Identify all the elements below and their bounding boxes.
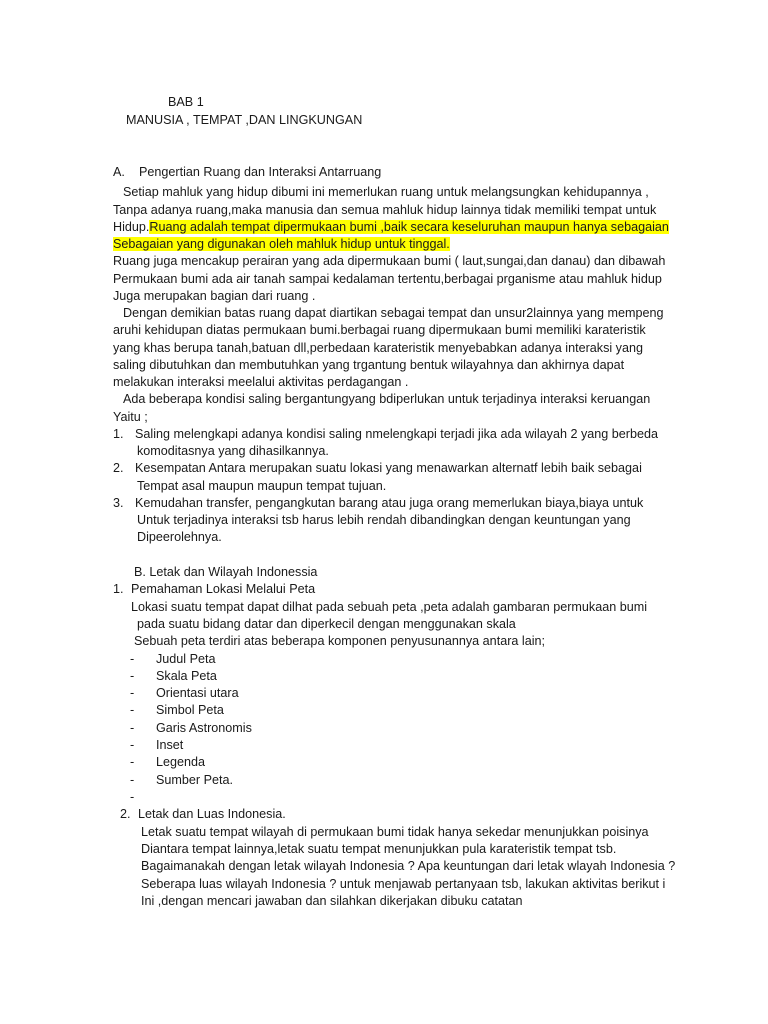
paragraph-line: Yaitu ;	[113, 410, 148, 424]
list-item-continuation: komoditasnya yang dihasilkannya.	[137, 444, 329, 458]
map-component-text: Inset	[156, 738, 184, 752]
map-component-item	[130, 789, 156, 806]
map-component-text: Orientasi utara	[156, 686, 239, 700]
bullet-dash: -	[130, 652, 135, 666]
paragraph-line: Diantara tempat lainnya,letak suatu tempat menunjukkan pula karateristik tempat tsb.	[141, 842, 617, 856]
bullet-dash: -	[130, 773, 135, 787]
paragraph-line	[113, 219, 669, 236]
bullet-dash: -	[130, 738, 135, 752]
paragraph-line: Permukaan bumi ada air tanah sampai kedalaman tertentu,berbagai prganisme atau mahluk hidup	[113, 272, 662, 286]
paragraph-line: saling dibutuhkan dan membutuhkan yang trgantung bentuk wilayahnya dan akhirnya dapat	[113, 358, 625, 372]
paragraph-line: Tanpa adanya ruang,maka manusia dan semua mahluk hidup lainnya tidak memiliki tempat untuk	[113, 203, 657, 217]
list-text: Kemudahan transfer, pengangkutan barang atau juga orang memerlukan biaya,biaya untuk	[135, 496, 644, 510]
map-component-text: Simbol Peta	[156, 703, 224, 717]
list-number: 1.	[113, 427, 124, 441]
bullet-dash: -	[130, 790, 135, 804]
bullet-dash: -	[130, 703, 135, 717]
paragraph-line: Letak suatu tempat wilayah di permukaan bumi tidak hanya sekedar menunjukkan poisinya	[141, 825, 649, 839]
section-a-marker: A.	[113, 165, 125, 179]
paragraph-line: Lokasi suatu tempat dapat dilhat pada sebuah peta ,peta adalah gambaran permukaan bumi	[131, 600, 648, 614]
document-title: MANUSIA , TEMPAT ,DAN LINGKUNGAN	[126, 113, 363, 127]
list-item-continuation: Dipeerolehnya.	[137, 530, 222, 544]
list-number: 3.	[113, 496, 124, 510]
map-component-item	[130, 772, 233, 789]
text-run: Hidup.	[113, 220, 150, 234]
paragraph-line: aruhi kehidupan diatas permukaan bumi.berbagai ruang dipermukaan bumi memiliki karateristik	[113, 323, 646, 337]
map-component-text: Garis Astronomis	[156, 721, 252, 735]
subsection-heading	[113, 581, 315, 598]
bullet-dash: -	[130, 686, 135, 700]
section-b-heading: B. Letak dan Wilayah Indonessia	[134, 565, 318, 579]
paragraph-line: Ini ,dengan mencari jawaban dan silahkan dikerjakan dibuku catatan	[141, 894, 523, 908]
paragraph-line: yang khas berupa tanah,batuan dll,perbedaan karateristik menyebabkan adanya interaksi yang	[113, 341, 643, 355]
chapter-label: BAB 1	[168, 95, 204, 109]
map-component-text: Legenda	[156, 755, 206, 769]
map-component-item	[130, 720, 252, 737]
subsection-title: Letak dan Luas Indonesia.	[138, 807, 286, 821]
paragraph-line: Sebuah peta terdiri atas beberapa komponen penyusunannya antara lain;	[134, 634, 545, 648]
list-text: Kesempatan Antara merupakan suatu lokasi yang menawarkan alternatf lebih baik sebagai	[135, 461, 642, 475]
paragraph-line: Setiap mahluk yang hidup dibumi ini memerlukan ruang untuk melangsungkan kehidupannya ,	[123, 185, 649, 199]
highlighted-text: Sebagaian yang digunakan oleh mahluk hidup untuk tinggal.	[113, 237, 450, 251]
section-a-title: Pengertian Ruang dan Interaksi Antarruang	[139, 165, 382, 179]
subsection-number: 2.	[120, 807, 131, 821]
paragraph-line	[113, 236, 450, 253]
list-item-continuation: Tempat asal maupun maupun tempat tujuan.	[137, 479, 387, 493]
subsection-number: 1.	[113, 582, 124, 596]
map-component-text: Judul Peta	[156, 652, 216, 666]
map-component-item	[130, 754, 205, 771]
bullet-dash: -	[130, 669, 135, 683]
paragraph-line: Ruang juga mencakup perairan yang ada dipermukaan bumi ( laut,sungai,dan danau) dan dibawah	[113, 254, 666, 268]
paragraph-line: pada suatu bidang datar dan diperkecil dengan menggunakan skala	[137, 617, 516, 631]
paragraph-line: melakukan interaksi meelalui aktivitas perdagangan .	[113, 375, 409, 389]
list-number: 2.	[113, 461, 124, 475]
subsection-heading	[120, 806, 286, 823]
map-component-item	[130, 702, 224, 719]
map-component-item	[130, 737, 183, 754]
section-a-heading	[113, 164, 381, 181]
map-component-text: Sumber Peta.	[156, 773, 234, 787]
bullet-dash: -	[130, 721, 135, 735]
map-component-text: Skala Peta	[156, 669, 217, 683]
paragraph-line: Juga merupakan bagian dari ruang .	[113, 289, 316, 303]
bullet-dash: -	[130, 755, 135, 769]
paragraph-line: Ada beberapa kondisi saling bergantungyang bdiperlukan untuk terjadinya interaksi keruangan	[123, 392, 651, 406]
list-text: Saling melengkapi adanya kondisi saling nmelengkapi terjadi jika ada wilayah 2 yang berbeda	[135, 427, 658, 441]
map-component-item	[130, 685, 239, 702]
map-component-item	[130, 651, 216, 668]
map-component-item	[130, 668, 217, 685]
paragraph-line: Dengan demikian batas ruang dapat diartikan sebagai tempat dan unsur2lainnya yang mempeng	[123, 306, 664, 320]
list-item	[113, 426, 658, 443]
paragraph-line: Bagaimanakah dengan letak wilayah Indonesia ? Apa keuntungan dari letak wlayah Indonesia ?	[141, 859, 676, 873]
paragraph-line: Seberapa luas wilayah Indonesia ? untuk menjawab pertanyaan tsb, lakukan aktivitas berikut i	[141, 877, 666, 891]
subsection-title: Pemahaman Lokasi Melalui Peta	[131, 582, 316, 596]
highlighted-text: Ruang adalah tempat dipermukaan bumi ,baik secara keseluruhan maupun hanya sebagaian	[149, 220, 669, 234]
list-item	[113, 460, 642, 477]
list-item	[113, 495, 643, 512]
list-item-continuation: Untuk terjadinya interaksi tsb harus lebih rendah dibandingkan dengan keuntungan yang	[137, 513, 631, 527]
